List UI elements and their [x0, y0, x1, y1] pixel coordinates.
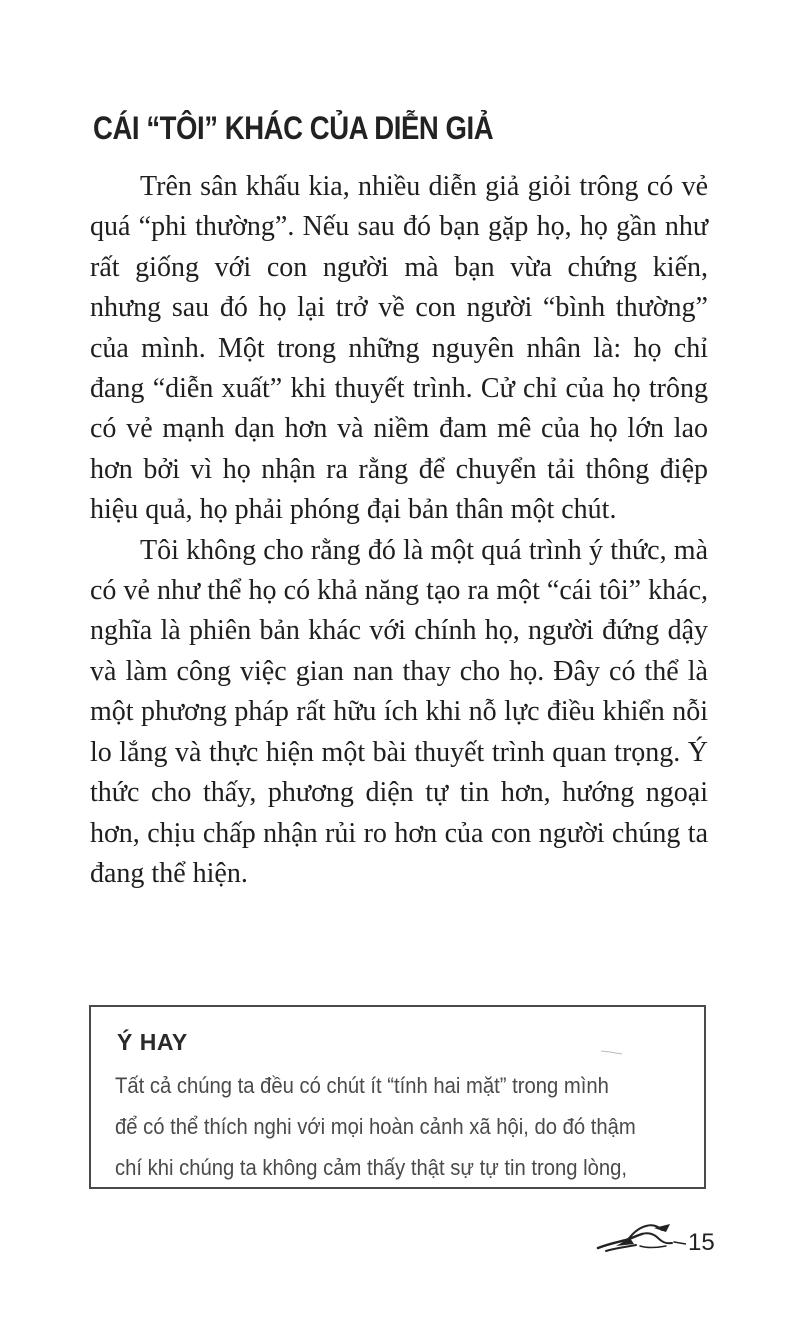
tip-line-2: để có thể thích nghi với mọi hoàn cảnh xã hội, do đó thậm [115, 1114, 636, 1139]
section-heading: CÁI “TÔI” KHÁC CỦA DIỄN GIẢ [93, 110, 494, 146]
paragraph-1: Trên sân khấu kia, nhiều diễn giả giỏi trông có vẻ quá “phi thường”. Nếu sau đó bạn gặp họ, họ gần như rất giống với con người mà bạn vừa chứng kiến, nhưng sau đó họ lại trở về con người “bình thường” của mình. Một trong những nguyên nhân là: họ chỉ đang “diễn xuất” khi thuyết trình. Cử chỉ của họ trông có vẻ mạnh dạn hơn và niềm đam mê của họ lớn lao hơn bởi vì họ nhận ra rằng để chuyển tải thông điệp hiệu quả, họ phải phóng đại bản thân một chút. [90, 171, 708, 526]
body-text [90, 167, 708, 894]
tip-box-mark [600, 1047, 624, 1051]
tip-line-3: chí khi chúng ta không cảm thấy thật sự tự tin trong lòng, [115, 1155, 628, 1180]
tip-text [115, 1065, 649, 1188]
page-number: 15 [688, 1229, 715, 1256]
tip-title: Ý HAY [117, 1029, 188, 1055]
paragraph-2: Tôi không cho rằng đó là một quá trình ý thức, mà có vẻ như thể họ có khả năng tạo ra một “cái tôi” khác, nghĩa là phiên bản khác với chính họ, người đứng dậy và làm công việc gian nan thay cho họ. Đây có thể là một phương pháp rất hữu ích khi nỗ lực điều khiển nỗi lo lắng và thực hiện một bài thuyết trình quan trọng. Ý thức cho thấy, phương diện tự tin hơn, hướng ngoại hơn, chịu chấp nhận rủi ro hơn của con người chúng ta đang thể hiện. [90, 534, 708, 889]
tip-box [89, 1005, 706, 1189]
quill-ornament-icon [596, 1218, 686, 1258]
tip-line-1: Tất cả chúng ta đều có chút ít “tính hai mặt” trong mình [115, 1073, 609, 1098]
